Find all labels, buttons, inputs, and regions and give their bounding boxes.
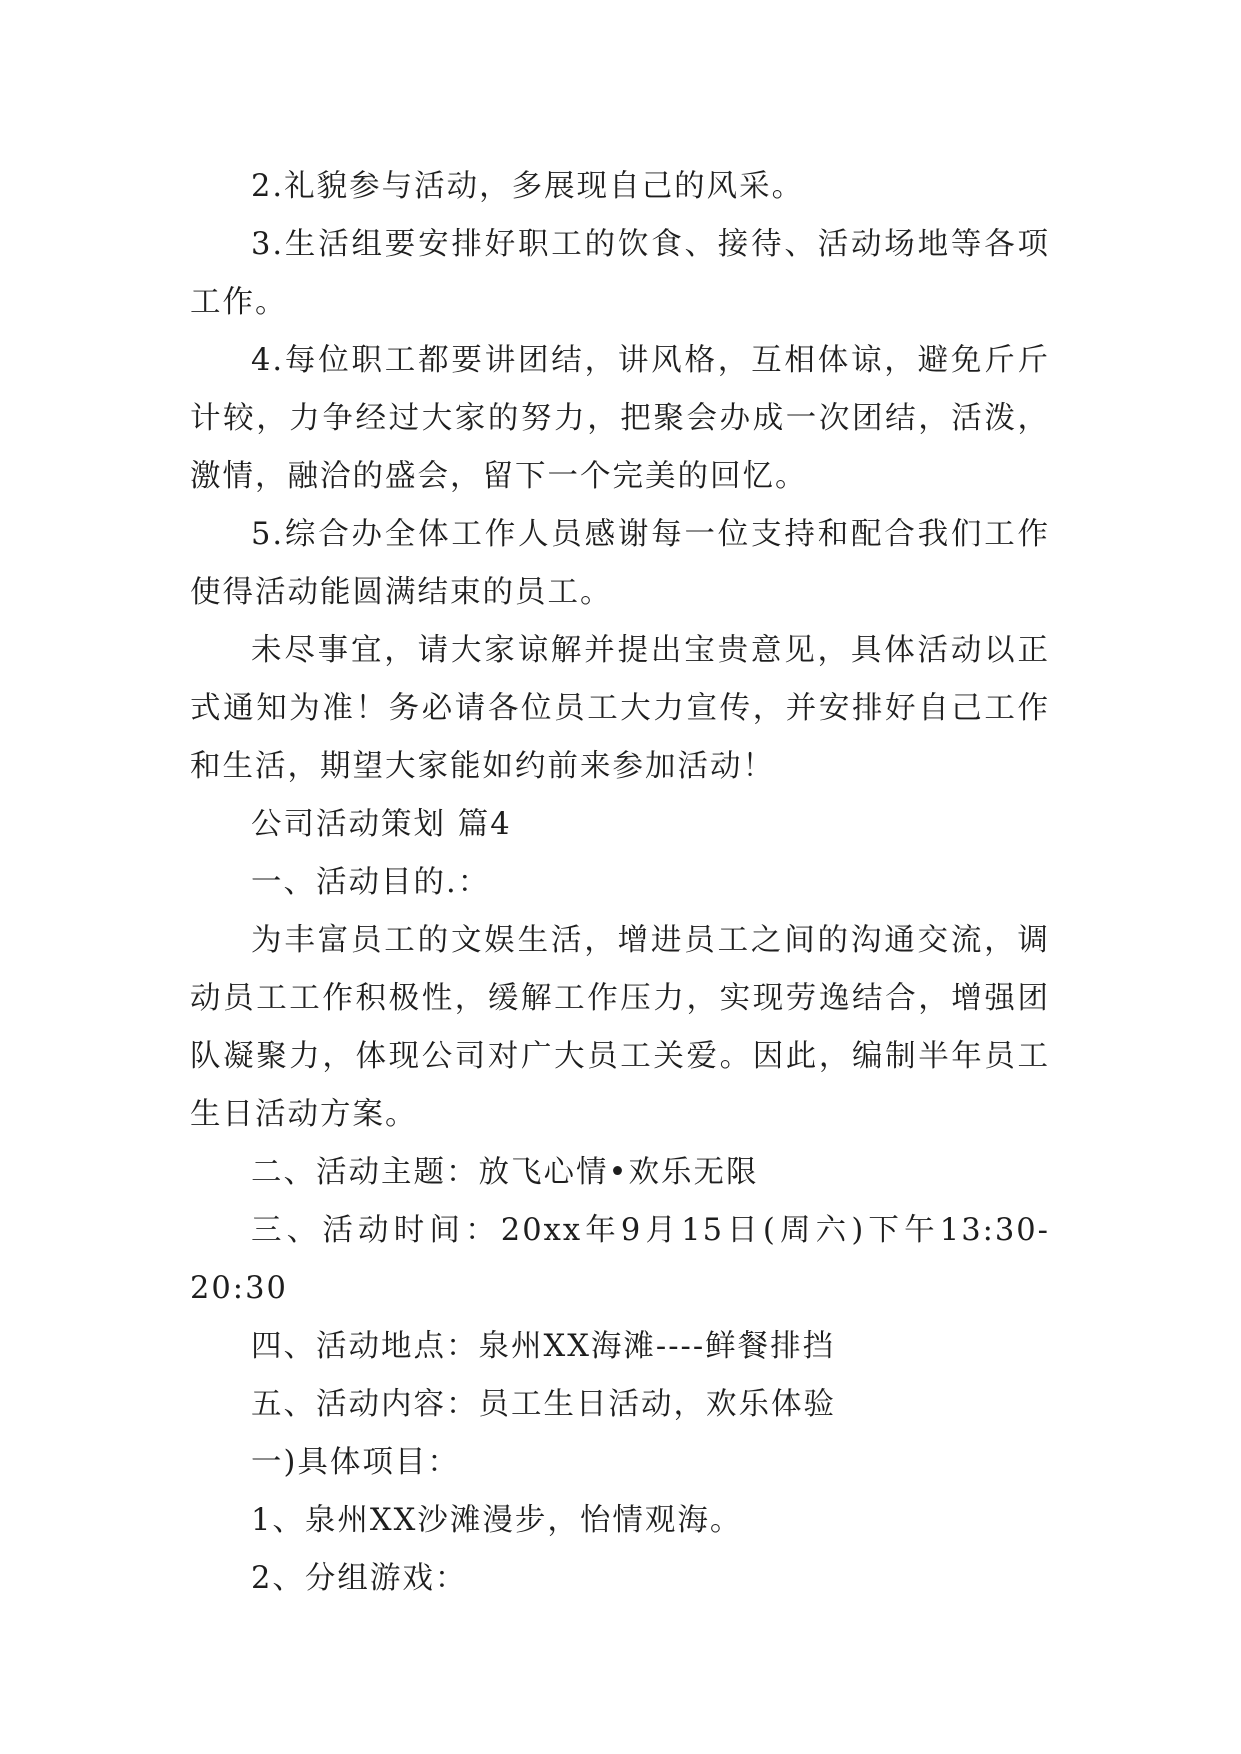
paragraph-item-4: 4.每位职工都要讲团结，讲风格，互相体谅，避免斤斤计较，力争经过大家的努力，把聚会办成一次团结，活泼，激情，融洽的盛会，留下一个完美的回忆。: [190, 343, 1050, 494]
paragraph-purpose: 为丰富员工的文娱生活，增进员工之间的沟通交流，调动员工工作积极性，缓解工作压力，实现劳逸结合，增强团队凝聚力，体现公司对广大员工关爱。因此，编制半年员工生日活动方案。: [190, 923, 1050, 1132]
heading-activity-content: 五、活动内容：员工生日活动，欢乐体验: [251, 1387, 836, 1422]
paragraph-item-5: 5.综合办全体工作人员感谢每一位支持和配合我们工作使得活动能圆满结束的员工。: [190, 517, 1050, 610]
paragraph-notice: 未尽事宜，请大家谅解并提出宝贵意见，具体活动以正式通知为准！务必请各位员工大力宣传，并安排好自己工作和生活，期望大家能如约前来参加活动！: [190, 633, 1050, 784]
list-item-group-games: 2、分组游戏：: [251, 1561, 468, 1596]
heading-activity-time: 三、活动时间：20xx年9月15日(周六)下午13:30-20:30: [190, 1213, 1050, 1306]
list-item-beach-walk: 1、泉州XX沙滩漫步，怡情观海。: [251, 1503, 743, 1538]
heading-specific-items: 一)具体项目：: [251, 1445, 460, 1480]
document-body: [190, 158, 1050, 1608]
section-title: 公司活动策划 篇4: [251, 807, 512, 842]
heading-activity-location: 四、活动地点：泉州XX海滩----鲜餐排挡: [251, 1329, 836, 1364]
paragraph-item-3: 3.生活组要安排好职工的饮食、接待、活动场地等各项工作。: [190, 227, 1050, 320]
paragraph-item-2: 2.礼貌参与活动，多展现自己的风采。: [251, 169, 805, 204]
heading-activity-purpose: 一、活动目的.：: [251, 865, 491, 900]
heading-activity-theme: 二、活动主题：放飞心情•欢乐无限: [251, 1155, 759, 1190]
